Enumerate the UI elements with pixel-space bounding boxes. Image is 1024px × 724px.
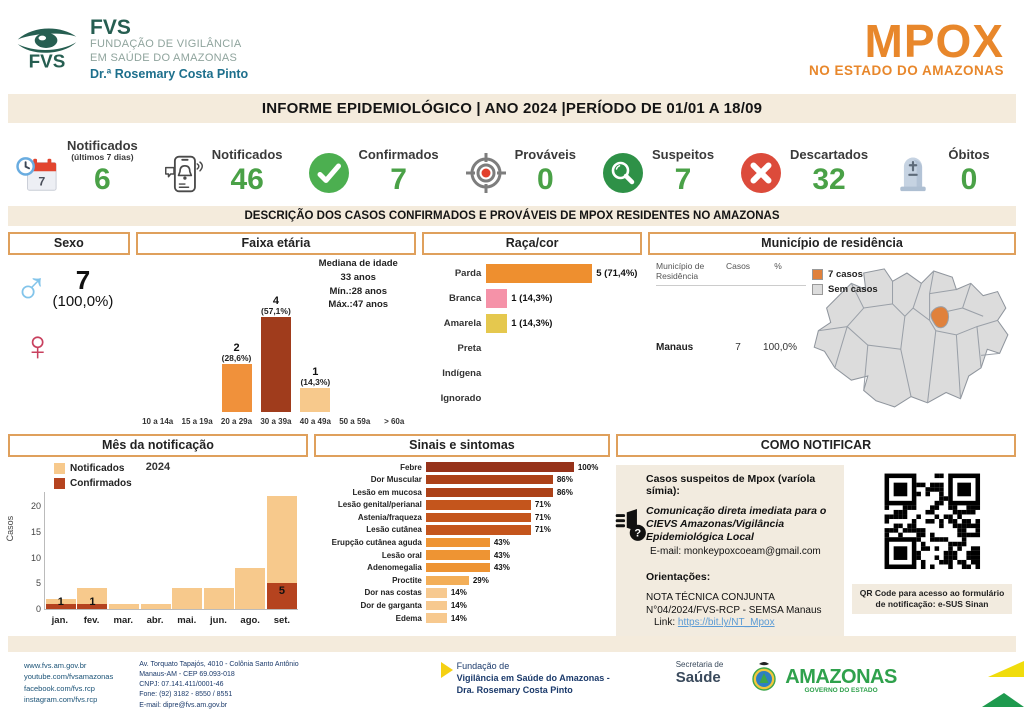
stacked-bar-group [46, 596, 76, 609]
org-line-2: EM SAÚDE DO AMAZONAS [90, 51, 238, 64]
footer-address-line: Manaus-AM - CEP 69.093-018 [139, 671, 235, 679]
description-band: DESCRIÇÃO DOS CASOS CONFIRMADOS E PROVÁVEIS DE MPOX RESIDENTES NO AMAZONAS [8, 206, 1016, 226]
qr-code [876, 465, 989, 578]
stacked-bar-group [204, 588, 234, 609]
bar-row [314, 537, 606, 547]
bar [300, 388, 330, 412]
axis-category-label: Ignorado [440, 392, 482, 404]
phone-alert-icon [163, 153, 205, 195]
stat-item [601, 147, 714, 195]
panel-municipio [648, 232, 1016, 428]
bar-row [314, 462, 606, 472]
bar-pct-label: (28,6%) [221, 352, 252, 363]
male-icon: ♂ [14, 262, 49, 314]
bar-notificados [109, 604, 139, 609]
legend-label: 7 casos [828, 269, 863, 280]
footer-link: facebook.com/fvs.rcp [24, 683, 95, 693]
faixa-bar-group [140, 282, 176, 412]
faixa-etaria-categories [140, 417, 413, 426]
legend-swatch [812, 284, 823, 295]
bar-value-label: 14% [450, 600, 467, 610]
axis-category-label: Lesão oral [381, 550, 422, 560]
stat-item [307, 147, 438, 195]
municipio-table-header [656, 261, 806, 286]
faixa-bar-group [337, 282, 373, 412]
stat-item [464, 147, 576, 195]
stat-value: 0 [536, 163, 554, 196]
axis-category-label: Branca [449, 292, 482, 304]
bar-row [424, 313, 640, 333]
stat-value: 6 [94, 163, 111, 196]
y-axis-tick: 15 [30, 527, 41, 538]
title-block [809, 14, 1004, 79]
page-subtitle: NO ESTADO DO AMAZONAS [809, 63, 1004, 79]
axis-category-label: abr. [146, 615, 164, 626]
bar-value-label: 86% [556, 475, 573, 485]
notification-instructions [616, 465, 844, 636]
bar-row [314, 600, 606, 610]
cn-orientacoes-label: Orientações: [646, 571, 711, 584]
bar-notificados [141, 604, 171, 609]
panel-sexo [8, 232, 130, 428]
axis-category-label: Parda [454, 267, 482, 279]
mes-chart-categories [44, 615, 298, 626]
panel-raca-title: Raça/cor [422, 232, 642, 255]
table-header-cell: % [774, 261, 782, 271]
mes-notificacao-chart [30, 492, 298, 614]
bar [426, 601, 447, 611]
municipio-table-rows [656, 342, 806, 353]
faixa-bar-group [258, 282, 294, 412]
legend-swatch [54, 463, 65, 474]
svg-text:?: ? [634, 527, 642, 540]
bar-value-label: 43% [493, 538, 510, 548]
bar [426, 613, 447, 623]
tombstone-icon [893, 151, 933, 195]
bar-value-label: 71% [534, 500, 551, 510]
stat-label: Notificados [67, 138, 138, 153]
cn-heading: Casos suspeitos de Mpox (varíola símia): [646, 473, 816, 497]
footer-address-line: E-mail: dipre@fvs.am.gov.br [139, 701, 228, 709]
legend-item [812, 269, 878, 280]
axis-category-label: Indígena [442, 367, 482, 379]
stat-item [16, 138, 138, 195]
fvs-logo-block [14, 17, 248, 82]
header [0, 0, 1024, 94]
bar-row [314, 500, 606, 510]
mes-chart-legend [54, 463, 132, 493]
bar-row [424, 288, 640, 308]
stat-label: Suspeitos [651, 147, 715, 162]
axis-category-label: jun. [210, 615, 227, 626]
legend-label: Notificados [70, 463, 125, 474]
panel-como-notificar-title: COMO NOTIFICAR [616, 434, 1016, 457]
footer-secretaria: Secretaria de Saúde [675, 660, 724, 686]
amazonas-map [806, 408, 1012, 425]
bar-notificados [204, 588, 234, 609]
stat-label: Descartados [790, 147, 869, 162]
cn-nota-line2: N°04/2024/FVS-RCP - SEMSA Manaus [646, 605, 822, 617]
bar [426, 513, 531, 523]
axis-category-label: Adenomegalia [367, 563, 422, 573]
panel-sinais-title: Sinais e sintomas [314, 434, 610, 457]
axis-category-label: > 60a [384, 417, 405, 426]
stat-item [893, 147, 998, 195]
axis-category-label: Astenia/fraqueza [357, 512, 422, 522]
table-header-cell: Município de Residência [656, 261, 705, 281]
bar-row [314, 525, 606, 535]
bar-row [314, 563, 606, 573]
axis-category-label: set. [273, 615, 291, 626]
panel-como-notificar [616, 434, 1016, 630]
footer-fvs-block [441, 660, 610, 696]
axis-category-label: Dor Muscular [370, 475, 422, 485]
y-axis-tick: 0 [35, 604, 41, 614]
axis-category-label: mar. [113, 615, 134, 626]
stat-item [739, 147, 868, 195]
cn-nota-line1: NOTA TÉCNICA CONJUNTA [646, 592, 775, 604]
axis-category-label: 10 a 14a [142, 417, 174, 426]
male-value: 7 [75, 264, 91, 295]
report-band: INFORME EPIDEMIOLÓGICO | ANO 2024 |PERÍODO DE 01/01 A 18/09 [8, 94, 1016, 123]
page-title: MPOX [864, 14, 1004, 67]
age-stats-annotation: Mediana de idade 33 anos Mín.:28 anos Máx.:47 anos [318, 258, 398, 311]
svg-text:FVS: FVS [28, 50, 66, 72]
magnifier-circle-icon [601, 151, 645, 195]
cn-email: E-mail: monkeypoxcoeam@gmail.com [650, 546, 821, 558]
male-pct: (100,0%) [52, 292, 114, 310]
nota-tecnica-link[interactable]: https://bit.ly/NT_Mpox [677, 617, 775, 629]
stat-sublabel: (últimos 7 dias) [71, 152, 134, 162]
svg-text:7: 7 [38, 174, 46, 189]
municipio-name-cell: Manaus [656, 342, 694, 353]
bar [222, 364, 252, 412]
bar-row [314, 487, 606, 497]
stat-label: Óbitos [948, 147, 990, 162]
bar-row [314, 613, 606, 623]
footer [0, 652, 1024, 711]
panel-mes-title: Mês da notificação [8, 434, 308, 457]
sinais-sintomas-chart [314, 457, 610, 630]
male-stat [14, 262, 126, 314]
footer-links [24, 660, 113, 705]
axis-category-label: Dor de garganta [360, 600, 422, 610]
yellow-arrow-icon [441, 662, 453, 678]
mes-y-axis-label: Casos [5, 515, 15, 541]
bar-value-label: 1 (14,3%) [511, 317, 553, 329]
bar-row [314, 588, 606, 598]
stacked-bar-group [267, 496, 297, 609]
panel-faixa-title: Faixa etária [136, 232, 417, 255]
bar [486, 289, 507, 308]
bar [426, 550, 490, 560]
target-icon [464, 151, 508, 195]
axis-category-label: jan. [51, 615, 69, 626]
stacked-bar-group [235, 568, 265, 609]
axis-category-label: Proctite [392, 575, 422, 585]
legend-label: Sem casos [828, 284, 878, 295]
panel-mes-notificacao [5, 434, 308, 630]
bar-value-label: 1 (14,3%) [511, 292, 553, 304]
legend-item [812, 284, 878, 295]
panel-faixa-etaria [136, 232, 417, 428]
bar-value-label: 43% [493, 563, 510, 573]
axis-category-label: Lesão genital/perianal [337, 500, 422, 510]
bar [486, 314, 507, 333]
mes-chart-year: 2024 [145, 461, 171, 473]
axis-category-label: Preta [457, 342, 482, 354]
bar-notificados [235, 568, 265, 609]
bar-value-label: 5 (71,4%) [596, 267, 638, 279]
bar-pct-label: (14,3%) [300, 376, 331, 387]
bar-row [314, 575, 606, 585]
bar-value-label: 5 [278, 585, 286, 598]
panel-raca-cor [422, 232, 642, 428]
qr-caption: QR Code para acesso ao formulário de notificação: e-SUS Sinan [852, 584, 1012, 614]
stacked-bar-group [141, 604, 171, 609]
casos-cell: 7 [735, 342, 741, 353]
bar-value-label: 100% [577, 462, 599, 472]
calendar-clock-icon [16, 155, 60, 195]
axis-category-label: 30 a 39a [260, 417, 292, 426]
axis-category-label: 50 a 59a [339, 417, 371, 426]
axis-category-label: Lesão cutânea [366, 525, 422, 535]
axis-category-label: Amarela [443, 317, 482, 329]
footer-link: youtube.com/fvsamazonas [24, 672, 114, 682]
table-row [656, 342, 806, 353]
bar [426, 525, 531, 535]
bar-notificados [172, 588, 202, 609]
org-line-1: FUNDAÇÃO DE VIGILÂNCIA [90, 37, 242, 50]
bar-value-label: 2 [233, 341, 240, 354]
axis-category-label: mai. [177, 615, 197, 626]
fvs-logo-text [90, 17, 248, 82]
axis-category-label: fev. [83, 615, 100, 626]
footer-address-line: Fone: (92) 3182 - 8550 / 8551 [139, 691, 233, 699]
panel-sexo-title: Sexo [8, 232, 130, 255]
footer-link: instagram.com/fvs.rcp [24, 694, 98, 704]
fvs-eye-logo-icon [14, 20, 80, 79]
bar-row [314, 512, 606, 522]
bar-value-label: 71% [534, 512, 551, 522]
stat-value: 7 [390, 163, 407, 196]
axis-category-label: Febre [400, 462, 422, 472]
axis-category-label: Edema [395, 613, 422, 623]
axis-category-label: ago. [240, 615, 260, 626]
table-header-cell: Casos [725, 261, 751, 271]
pct-cell: 100,0% [763, 342, 797, 353]
panel-sinais-sintomas [314, 434, 610, 630]
faixa-etaria-chart [140, 282, 413, 412]
municipio-table [656, 261, 806, 428]
bar [426, 538, 490, 548]
footer-address-line: Av. Torquato Tapajós, 4010 - Colônia Santo Antônio [139, 661, 299, 668]
footer-address-line: CNPJ: 07.141.411/0001-46 [139, 681, 224, 689]
bar [426, 576, 469, 586]
axis-category-label: 20 a 29a [220, 417, 253, 426]
faixa-bar-group [376, 282, 412, 412]
bar-value-label: 14% [450, 588, 467, 598]
stacked-bar-group [77, 588, 107, 609]
bar-value-label: 4 [272, 294, 279, 307]
bar [426, 488, 553, 498]
footer-link: www.fvs.am.gov.br [24, 661, 87, 670]
axis-category-label: Dor nas costas [364, 588, 422, 598]
faixa-bar-group [219, 282, 255, 412]
stat-value: 32 [812, 163, 846, 196]
bar-value-label: 1 [312, 365, 319, 378]
axis-category-label: Lesão em mucosa [352, 487, 422, 497]
amazonas-state-emblem-icon [749, 660, 779, 701]
bar-row [424, 388, 640, 408]
bar-value-label: 29% [472, 575, 489, 585]
bar-row [424, 263, 640, 283]
axis-category-label: Erupção cutânea aguda [331, 538, 422, 548]
y-axis-tick: 20 [30, 501, 41, 512]
bar [426, 462, 574, 472]
bar-row [424, 363, 640, 383]
bottom-strip [8, 636, 1016, 652]
panel-municipio-title: Município de residência [648, 232, 1016, 255]
bar [426, 475, 553, 485]
y-axis-tick: 5 [35, 578, 41, 589]
bar-row [314, 475, 606, 485]
cn-link-label: Link: [654, 617, 676, 629]
map-legend [812, 269, 878, 299]
stat-label: Notificados [211, 147, 283, 162]
legend-swatch [812, 269, 823, 280]
stacked-bar-group [172, 588, 202, 609]
bar-row [314, 550, 606, 560]
stat-item [163, 147, 283, 195]
faixa-bar-group [179, 282, 215, 412]
stats-row [0, 123, 1024, 203]
footer-fvs-line2: Vigilância em Saúde do Amazonas - [456, 673, 610, 684]
bar [426, 500, 531, 510]
bar-value-label: 1 [89, 596, 96, 608]
bar [426, 563, 490, 573]
stat-value: 0 [960, 163, 978, 196]
director-name: Dr.ª Rosemary Costa Pinto [90, 67, 249, 82]
footer-fvs-line3: Dra. Rosemary Costa Pinto [456, 685, 573, 696]
legend-swatch [54, 478, 65, 489]
faixa-bar-group [297, 282, 333, 412]
bar-pct-label: (57,1%) [261, 305, 291, 316]
legend-item [54, 463, 132, 474]
cn-emphasis: Comunicação direta imediata para o CIEVS Amazonas/Vigilância Epidemiológica Local [646, 505, 827, 544]
stacked-bar-group [109, 604, 139, 609]
legend-item [54, 478, 132, 489]
check-circle-icon [307, 151, 351, 195]
corner-decoration [980, 655, 1024, 711]
bar-notificados [267, 496, 297, 583]
bar-value-label: 86% [556, 487, 573, 497]
x-circle-icon [739, 151, 783, 195]
stat-value: 46 [230, 163, 264, 196]
stat-label: Prováveis [514, 147, 577, 162]
bar [426, 588, 447, 598]
bar-value-label: 43% [493, 550, 510, 560]
footer-address [139, 660, 298, 711]
bar [261, 317, 291, 412]
footer-fvs-line1: Fundação de [456, 661, 510, 671]
fvs-abbr: FVS [90, 15, 131, 39]
bar [486, 264, 592, 283]
stat-value: 7 [674, 163, 692, 196]
bar-value-label: 14% [450, 613, 467, 623]
axis-category-label: 15 a 19a [181, 417, 213, 426]
raca-cor-chart [422, 255, 642, 428]
megaphone-question-icon [614, 507, 648, 548]
legend-label: Confirmados [70, 478, 132, 489]
female-icon: ♀ [22, 322, 54, 369]
bar-value-label: 1 [57, 596, 64, 608]
bar-row [424, 338, 640, 358]
footer-amazonas-gov: AMAZONAS GOVERNO DO ESTADO [749, 660, 897, 701]
stat-label: Confirmados [358, 147, 439, 162]
y-axis-tick: 10 [30, 552, 41, 563]
axis-category-label: 40 a 49a [299, 417, 331, 426]
bar-value-label: 71% [534, 525, 551, 535]
